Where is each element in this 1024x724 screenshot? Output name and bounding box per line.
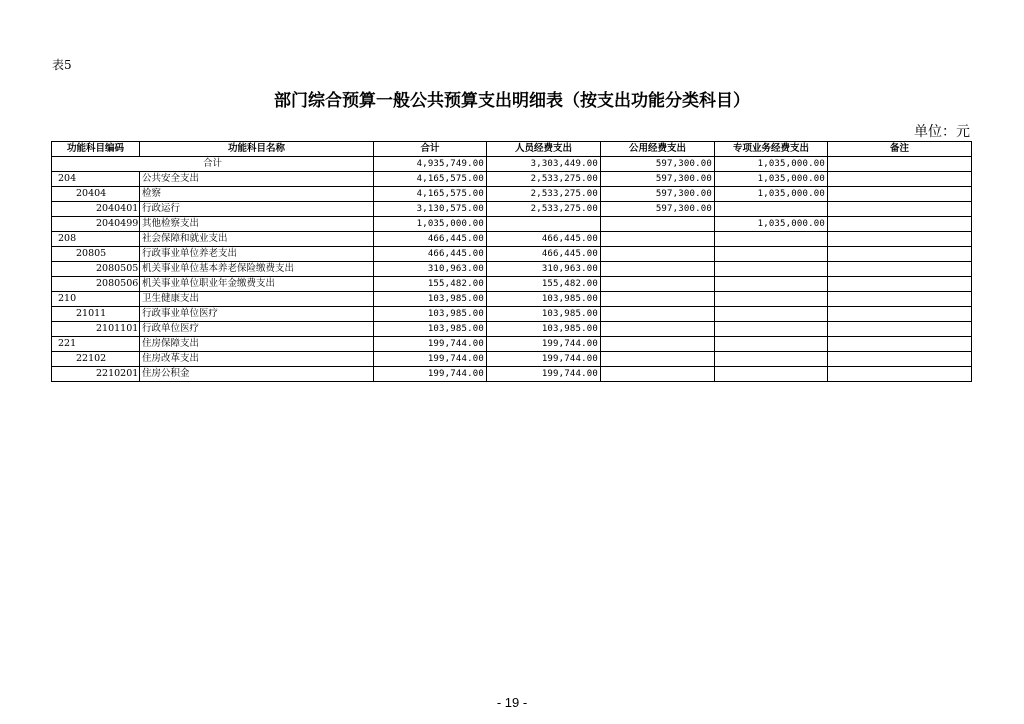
row-personnel: 199,744.00 [487, 352, 601, 367]
row-special [715, 352, 828, 367]
row-public [601, 367, 715, 382]
row-special [715, 232, 828, 247]
row-name: 机关事业单位基本养老保险缴费支出 [140, 262, 374, 277]
table-row [52, 172, 972, 187]
table-row [52, 262, 972, 277]
table-row [52, 292, 972, 307]
table-row [52, 352, 972, 367]
row-total: 466,445.00 [374, 232, 487, 247]
column-header-code: 功能科目编码 [52, 142, 140, 157]
row-total: 1,035,000.00 [374, 217, 487, 232]
row-special [715, 262, 828, 277]
row-code: 208 [52, 232, 140, 247]
table-row [52, 247, 972, 262]
row-note [828, 172, 972, 187]
row-public [601, 322, 715, 337]
row-name: 其他检察支出 [140, 217, 374, 232]
row-name: 住房保障支出 [140, 337, 374, 352]
row-code: 20805 [52, 247, 140, 262]
row-name: 卫生健康支出 [140, 292, 374, 307]
document-title: 部门综合预算一般公共预算支出明细表（按支出功能分类科目） [274, 91, 750, 111]
row-note [828, 247, 972, 262]
row-total: 199,744.00 [374, 367, 487, 382]
row-name: 行政运行 [140, 202, 374, 217]
row-total: 466,445.00 [374, 247, 487, 262]
page-number: - 19 - [496, 695, 528, 710]
row-total: 103,985.00 [374, 307, 487, 322]
row-name: 住房改革支出 [140, 352, 374, 367]
row-special [715, 292, 828, 307]
row-special: 1,035,000.00 [715, 187, 828, 202]
row-note [828, 262, 972, 277]
row-special [715, 247, 828, 262]
row-note [828, 202, 972, 217]
row-public [601, 337, 715, 352]
row-note [828, 322, 972, 337]
row-public [601, 217, 715, 232]
column-header-name: 功能科目名称 [140, 142, 374, 157]
row-note [828, 187, 972, 202]
total-cell-personnel: 3,303,449.00 [487, 157, 601, 172]
table-row [52, 277, 972, 292]
row-name: 行政事业单位养老支出 [140, 247, 374, 262]
table-row [52, 187, 972, 202]
row-note [828, 307, 972, 322]
row-code: 2080505 [52, 262, 140, 277]
row-note [828, 352, 972, 367]
table-row [52, 307, 972, 322]
row-personnel: 466,445.00 [487, 247, 601, 262]
row-code: 2040499 [52, 217, 140, 232]
row-total: 310,963.00 [374, 262, 487, 277]
row-personnel: 103,985.00 [487, 322, 601, 337]
row-code: 2210201 [52, 367, 140, 382]
row-public [601, 307, 715, 322]
row-special [715, 202, 828, 217]
row-special [715, 322, 828, 337]
row-code: 210 [52, 292, 140, 307]
column-header-public: 公用经费支出 [601, 142, 715, 157]
total-cell-note [828, 157, 972, 172]
row-code: 2101101 [52, 322, 140, 337]
row-personnel: 310,963.00 [487, 262, 601, 277]
row-name: 行政单位医疗 [140, 322, 374, 337]
table-row [52, 217, 972, 232]
row-public: 597,300.00 [601, 187, 715, 202]
row-name: 住房公积金 [140, 367, 374, 382]
total-cell-special: 1,035,000.00 [715, 157, 828, 172]
total-cell-public: 597,300.00 [601, 157, 715, 172]
row-special [715, 307, 828, 322]
row-special [715, 367, 828, 382]
row-code: 2080506 [52, 277, 140, 292]
row-public: 597,300.00 [601, 172, 715, 187]
table-row [52, 232, 972, 247]
table-body [52, 157, 972, 382]
row-code: 22102 [52, 352, 140, 367]
row-personnel: 2,533,275.00 [487, 172, 601, 187]
row-name: 机关事业单位职业年金缴费支出 [140, 277, 374, 292]
row-total: 3,130,575.00 [374, 202, 487, 217]
budget-table [51, 141, 972, 382]
table-header-row [52, 142, 972, 157]
row-note [828, 232, 972, 247]
row-personnel: 155,482.00 [487, 277, 601, 292]
row-name: 行政事业单位医疗 [140, 307, 374, 322]
row-code: 21011 [52, 307, 140, 322]
row-personnel: 103,985.00 [487, 292, 601, 307]
row-public [601, 232, 715, 247]
row-total: 4,165,575.00 [374, 187, 487, 202]
row-note [828, 292, 972, 307]
column-header-total: 合计 [374, 142, 487, 157]
row-personnel: 103,985.00 [487, 307, 601, 322]
row-public [601, 247, 715, 262]
row-note [828, 217, 972, 232]
row-personnel: 2,533,275.00 [487, 187, 601, 202]
row-special [715, 277, 828, 292]
row-public [601, 292, 715, 307]
row-note [828, 277, 972, 292]
row-code: 204 [52, 172, 140, 187]
unit-label: 单位：元 [914, 124, 970, 140]
total-cell-total: 4,935,749.00 [374, 157, 487, 172]
row-special [715, 337, 828, 352]
row-total: 103,985.00 [374, 322, 487, 337]
row-public [601, 262, 715, 277]
row-code: 20404 [52, 187, 140, 202]
row-personnel [487, 217, 601, 232]
table-number-label: 表5 [52, 58, 72, 72]
row-total: 103,985.00 [374, 292, 487, 307]
row-total: 199,744.00 [374, 352, 487, 367]
table-row [52, 367, 972, 382]
row-personnel: 466,445.00 [487, 232, 601, 247]
row-public [601, 352, 715, 367]
row-code: 2040401 [52, 202, 140, 217]
column-header-personnel: 人员经费支出 [487, 142, 601, 157]
total-row [52, 157, 972, 172]
table-row [52, 322, 972, 337]
table-row [52, 202, 972, 217]
row-total: 155,482.00 [374, 277, 487, 292]
row-special: 1,035,000.00 [715, 217, 828, 232]
row-total: 4,165,575.00 [374, 172, 487, 187]
row-code: 221 [52, 337, 140, 352]
row-personnel: 199,744.00 [487, 337, 601, 352]
row-name: 检察 [140, 187, 374, 202]
row-public [601, 277, 715, 292]
row-note [828, 337, 972, 352]
table-row [52, 337, 972, 352]
row-personnel: 199,744.00 [487, 367, 601, 382]
row-public: 597,300.00 [601, 202, 715, 217]
column-header-special: 专项业务经费支出 [715, 142, 828, 157]
row-name: 社会保障和就业支出 [140, 232, 374, 247]
column-header-note: 备注 [828, 142, 972, 157]
row-name: 公共安全支出 [140, 172, 374, 187]
total-label: 合计 [52, 157, 374, 172]
row-personnel: 2,533,275.00 [487, 202, 601, 217]
row-special: 1,035,000.00 [715, 172, 828, 187]
row-total: 199,744.00 [374, 337, 487, 352]
row-note [828, 367, 972, 382]
